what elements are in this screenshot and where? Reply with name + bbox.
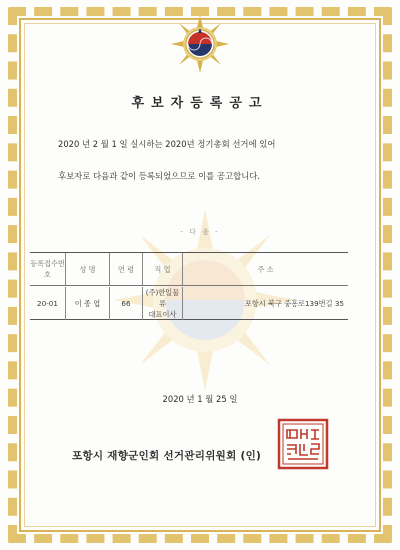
cell-age: 66 — [110, 287, 143, 320]
announcement-date: 2020 년 1 월 25 일 — [162, 394, 238, 404]
table-row — [30, 287, 348, 320]
header-age: 연 령 — [110, 253, 143, 285]
document-title: 후보자등록공고 — [131, 96, 269, 111]
header-address: 주 소 — [257, 264, 274, 274]
cell-name: 이 종 엽 — [66, 287, 110, 320]
emblem-icon — [170, 14, 230, 74]
official-seal-icon — [277, 418, 329, 470]
table-header-row — [30, 253, 348, 286]
header-occupation: 직 업 — [143, 253, 183, 285]
announcement-line-2: 후보자로 다음과 같이 등록되었으므로 이를 공고합니다. — [58, 171, 261, 181]
issuer-name: 포항시 재향군인회 선거관리위원회 (인) — [72, 450, 262, 462]
header-name: 성 명 — [66, 253, 110, 285]
sub-heading: - 다 음 - — [180, 228, 220, 236]
header-registration-number: 등록접수번 호 — [30, 253, 66, 285]
announcement-line-1: 2020 년 2 월 1 일 실시하는 2020년 정기총회 선거에 있어 — [58, 139, 276, 149]
cell-registration-number: 20-01 — [30, 287, 66, 320]
cell-occupation: (주)한일물류 대표이사 — [143, 287, 183, 320]
candidate-table — [30, 252, 348, 320]
cell-address: 포항시 북구 중흥로139번길 35 — [244, 299, 344, 308]
